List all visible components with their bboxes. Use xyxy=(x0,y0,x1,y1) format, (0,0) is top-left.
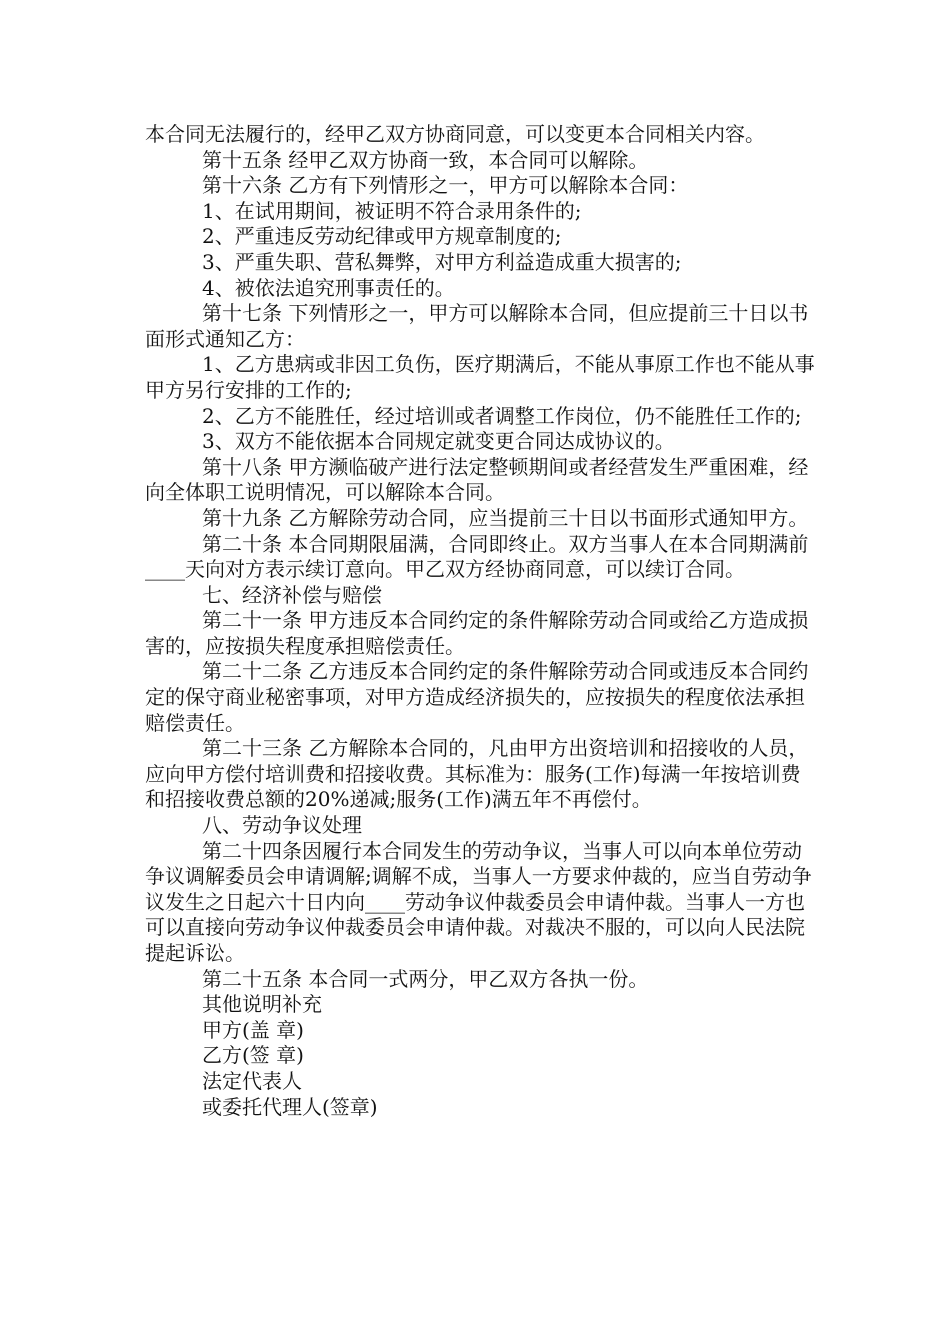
party-b-signature-label: 乙方(签 章) xyxy=(202,1043,304,1068)
supplement-label: 其他说明补充 xyxy=(202,992,322,1017)
paragraph-6: 3、严重失职、营私舞弊，对甲方利益造成重大损害的; xyxy=(202,249,682,274)
paragraph-18: 第二十三条 乙方解除本合同的，凡由甲方出资培训和招接收的人员，应向甲方偿付培训费和招接收费。其标准为：服务(工作)每满一年按培训费和招接收费总额的20%递减;服务(工作)满五年不再偿付。 xyxy=(145,736,809,812)
paragraph-20: 第二十四条因履行本合同发生的劳动争议，当事人可以向本单位劳动争议调解委员会申请调解;调解不成，当事人一方要求仲裁的，应当自劳动争议发生之日起六十日内向____劳动争议仲裁委员会申请仲裁。当事人一方也可以直接向劳动争议仲裁委员会申请仲裁。对裁决不服的，可以向人民法院提起诉讼。 xyxy=(145,838,812,965)
paragraph-4: 1、在试用期间，被证明不符合录用条件的; xyxy=(202,198,582,223)
authorized-agent-label: 或委托代理人(签章) xyxy=(202,1094,378,1119)
document-body xyxy=(145,122,815,1120)
section-heading-7: 七、经济补偿与赔偿 xyxy=(202,582,382,607)
paragraph-8: 第十七条 下列情形之一，甲方可以解除本合同，但应提前三十日以书面形式通知乙方： xyxy=(145,301,809,351)
paragraph-10: 2、乙方不能胜任，经过培训或者调整工作岗位，仍不能胜任工作的; xyxy=(202,403,802,428)
paragraph-9: 1、乙方患病或非因工负伤，医疗期满后，不能从事原工作也不能从事甲方另行安排的工作的; xyxy=(145,352,815,402)
paragraph-11: 3、双方不能依据本合同规定就变更合同达成协议的。 xyxy=(202,429,675,454)
paragraph-12: 第十八条 甲方濒临破产进行法定整顿期间或者经营发生严重困难，经向全体职工说明情况，可以解除本合同。 xyxy=(145,454,809,505)
paragraph-3: 第十六条 乙方有下列情形之一，甲方可以解除本合同： xyxy=(202,173,689,198)
paragraph-17: 第二十二条 乙方违反本合同约定的条件解除劳动合同或违反本合同约定的保守商业秘密事项，对甲方造成经济损失的，应按损失的程度依法承担赔偿责任。 xyxy=(145,659,809,735)
section-heading-8: 八、劳动争议处理 xyxy=(202,813,362,838)
paragraph-2: 第十五条 经甲乙双方协商一致，本合同可以解除。 xyxy=(202,147,649,172)
paragraph-21: 第二十五条 本合同一式两分，甲乙双方各执一份。 xyxy=(202,966,649,991)
party-a-seal-label: 甲方(盖 章) xyxy=(202,1017,304,1042)
paragraph-14: 第二十条 本合同期限届满，合同即终止。双方当事人在本合同期满前____天向对方表示续订意向。甲乙双方经协商同意，可以续订合同。 xyxy=(145,531,809,582)
paragraph-7: 4、被依法追究刑事责任的。 xyxy=(202,275,455,300)
paragraph-1: 本合同无法履行的，经甲乙双方协商同意，可以变更本合同相关内容。 xyxy=(145,122,765,146)
legal-representative-label: 法定代表人 xyxy=(202,1068,302,1093)
paragraph-16: 第二十一条 甲方违反本合同约定的条件解除劳动合同或给乙方造成损害的，应按损失程度承担赔偿责任。 xyxy=(145,608,809,658)
paragraph-5: 2、严重违反劳动纪律或甲方规章制度的; xyxy=(202,224,562,249)
paragraph-13: 第十九条 乙方解除劳动合同，应当提前三十日以书面形式通知甲方。 xyxy=(202,505,809,530)
